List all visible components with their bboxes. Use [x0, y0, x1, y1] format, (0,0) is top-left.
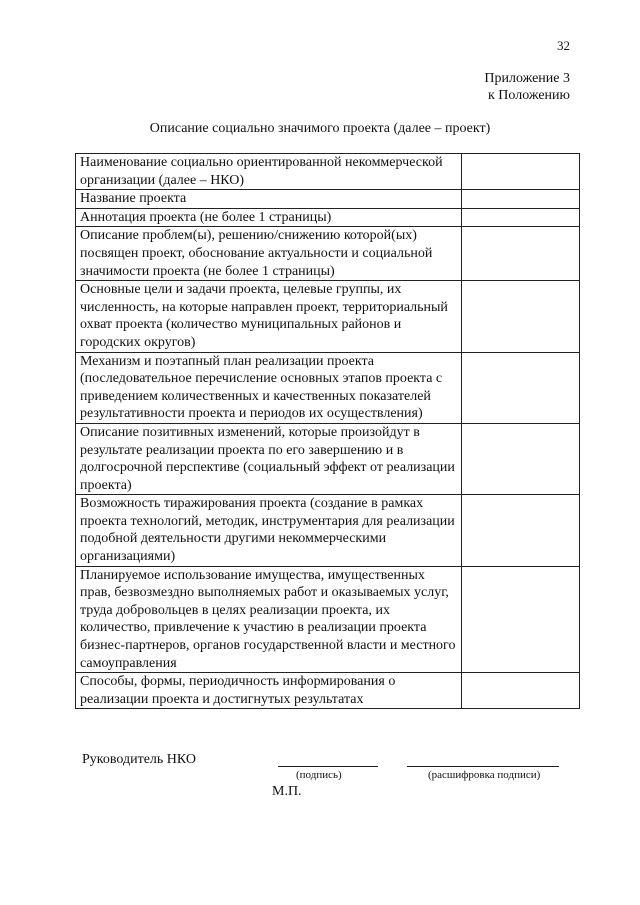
page-number: 32 — [557, 38, 570, 53]
table-row — [76, 566, 580, 673]
signature-line[interactable] — [278, 766, 378, 767]
signature-caption: (подпись) — [296, 769, 342, 781]
row-label: Основные цели и задачи проекта, целевые группы, их численность, на которые направлен проект, территориальный охват проекта (количество муниципальных районов и городских округов) — [76, 281, 462, 352]
head-of-nko-label: Руководитель НКО — [82, 752, 197, 767]
signature-decoding-line[interactable] — [407, 766, 559, 767]
row-label: Возможность тиражирования проекта (создание в рамках проекта технологий, методик, инструментария для реализации подобной деятельности другими некоммерческими организациями) — [76, 495, 462, 566]
appendix-note — [484, 70, 570, 104]
row-label: Планируемое использование имущества, имущественных прав, безвозмездно выполняемых работ и оказываемых услуг, труда добровольцев в целях реализации проекта, их количество, привлечение к участию в реализации проекта бизнес-партнеров, органов государственной власти и местного самоуправления — [76, 566, 462, 673]
row-value-field[interactable] — [461, 566, 579, 673]
appendix-line-2: к Положению — [487, 88, 570, 103]
row-value-field[interactable] — [461, 352, 579, 423]
table-row — [76, 495, 580, 566]
table-row — [76, 673, 580, 709]
row-label: Аннотация проекта (не более 1 страницы) — [76, 208, 462, 227]
table-row — [76, 423, 580, 494]
table-row — [76, 190, 580, 209]
row-value-field[interactable] — [461, 673, 579, 709]
row-label: Наименование социально ориентированной некоммерческой организации (далее – НКО) — [76, 154, 462, 190]
document-title: Описание социально значимого проекта (далее – проект) — [149, 121, 491, 136]
table-row — [76, 154, 580, 190]
row-value-field[interactable] — [461, 495, 579, 566]
decoding-caption: (расшифровка подписи) — [428, 769, 541, 781]
table-row — [76, 208, 580, 227]
row-value-field[interactable] — [461, 190, 579, 209]
row-label: Описание позитивных изменений, которые произойдут в результате реализации проекта по его завершению и в долгосрочной перспективе (социальный эффект от реализации проекта) — [76, 423, 462, 494]
table-row — [76, 352, 580, 423]
row-value-field[interactable] — [461, 227, 579, 281]
table-row — [76, 281, 580, 352]
row-value-field[interactable] — [461, 423, 579, 494]
row-value-field[interactable] — [461, 281, 579, 352]
project-description-table — [75, 153, 580, 709]
table-row — [76, 227, 580, 281]
row-value-field[interactable] — [461, 154, 579, 190]
row-label: Способы, формы, периодичность информирования о реализации проекта и достигнутых результатах — [76, 673, 462, 709]
row-label: Механизм и поэтапный план реализации проекта (последовательное перечисление основных этапов проекта с приведением количественных и качественных показателей результативности проекта и периодов их осуществления) — [76, 352, 462, 423]
row-value-field[interactable] — [461, 208, 579, 227]
appendix-line-1: Приложение 3 — [484, 71, 570, 86]
stamp-place-label: М.П. — [272, 784, 302, 799]
signature-block — [0, 752, 640, 812]
row-label: Описание проблем(ы), решению/снижению которой(ых) посвящен проект, обоснование актуальности и социальной значимости проекта (не более 1 страницы) — [76, 227, 462, 281]
row-label: Название проекта — [76, 190, 462, 209]
